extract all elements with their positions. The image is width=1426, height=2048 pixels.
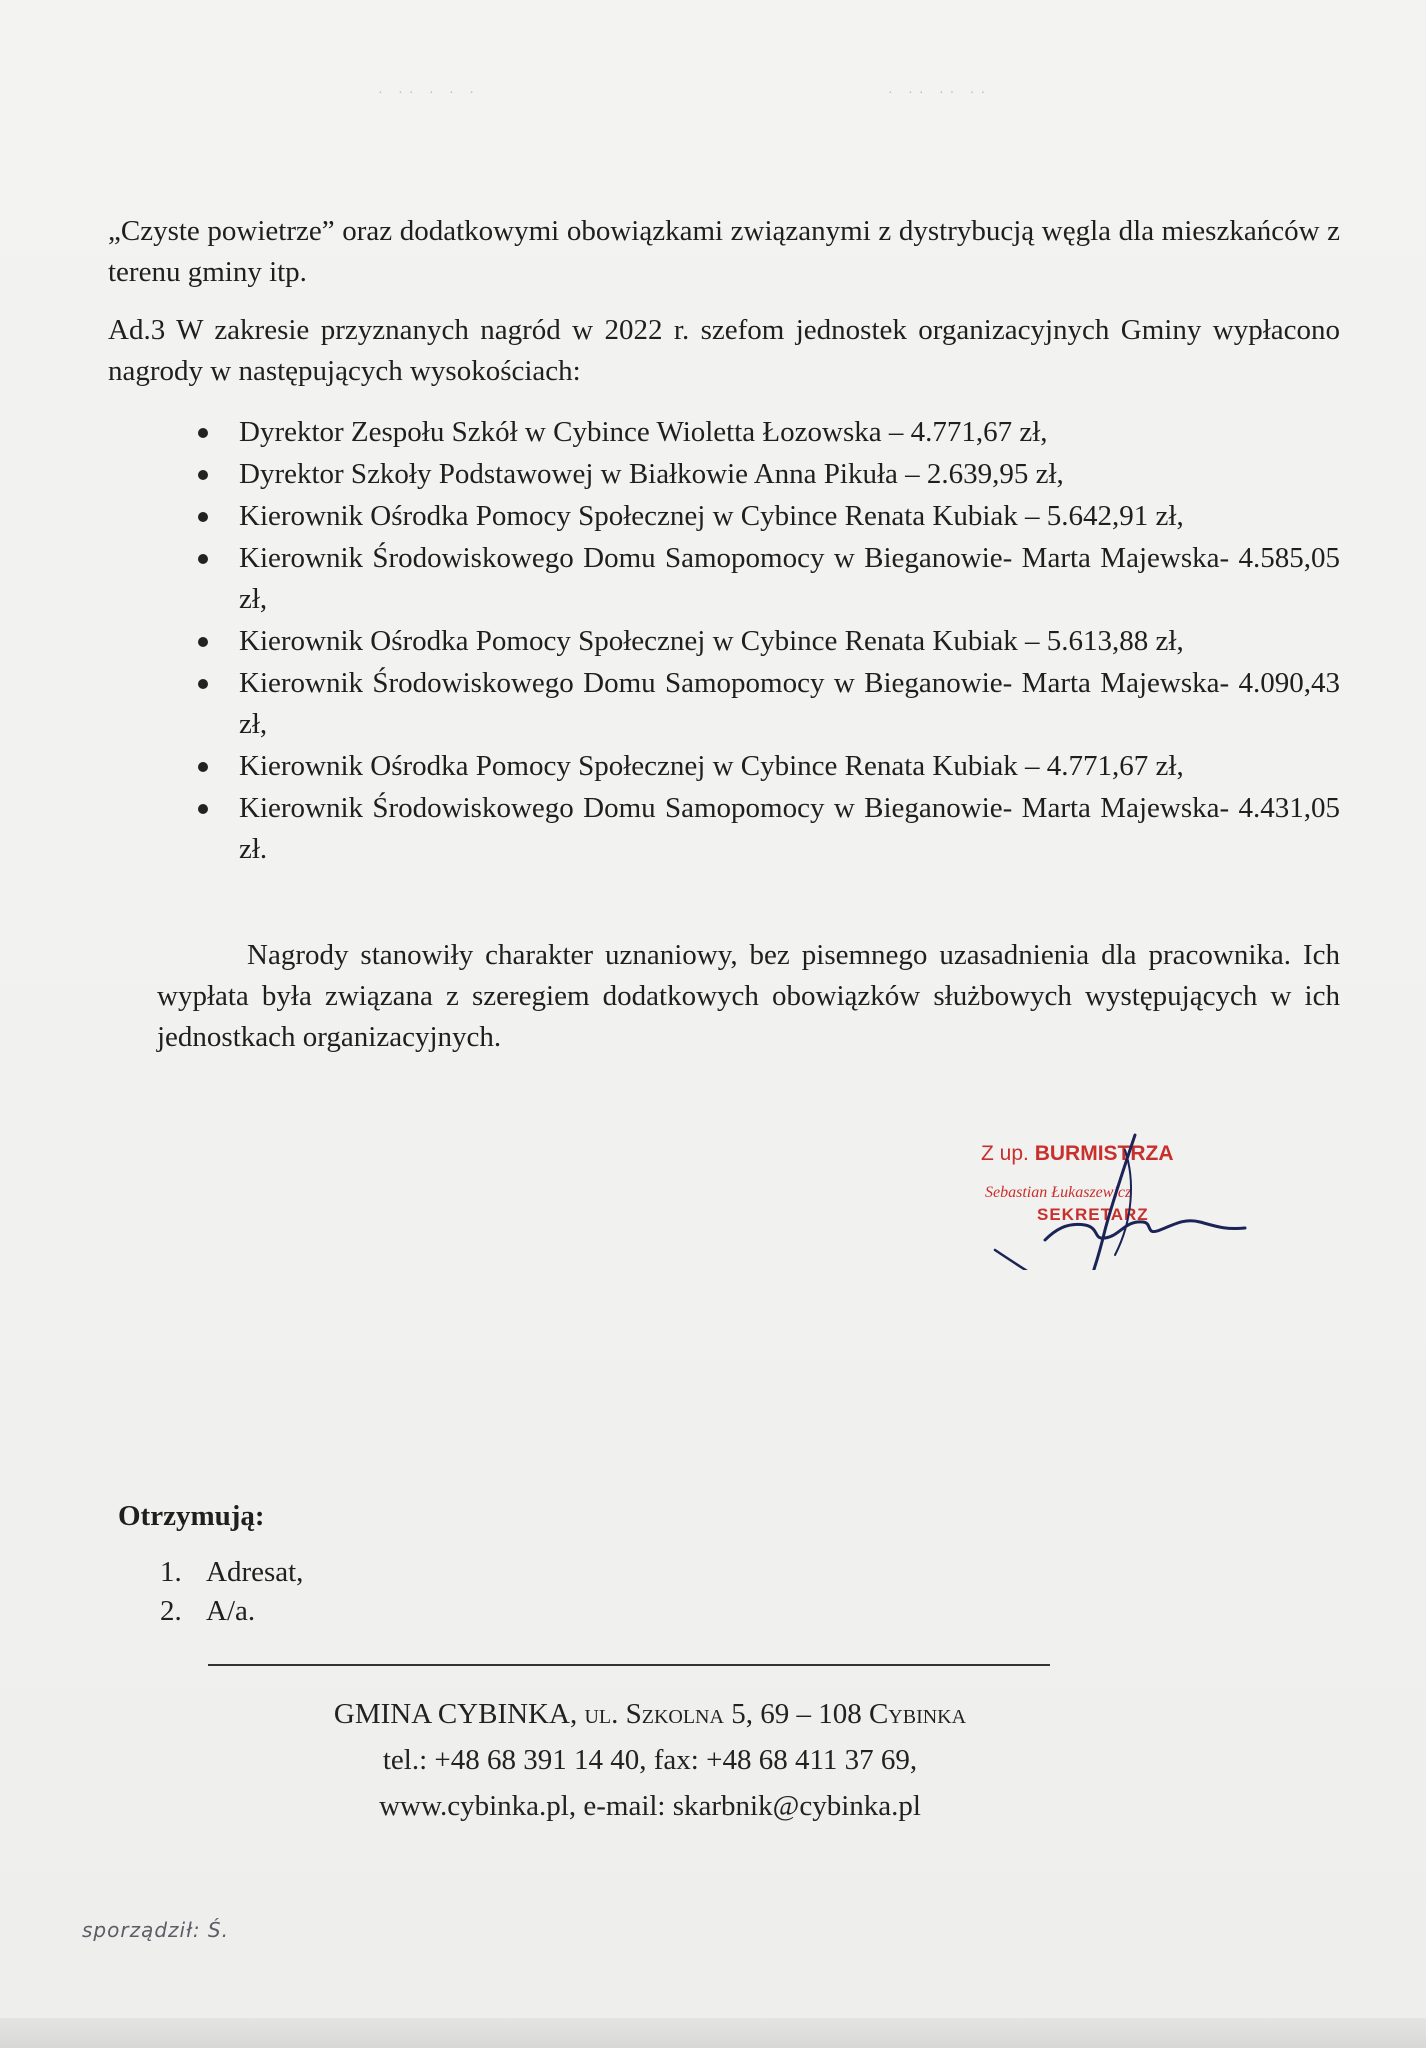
recipients-title: Otrzymują: [118, 1500, 265, 1532]
awards-list [196, 412, 1340, 871]
footer-divider [208, 1664, 1050, 1666]
list-item: Kierownik Ośrodka Pomocy Społecznej w Cybince Renata Kubiak – 4.771,67 zł, [196, 746, 1340, 787]
list-item: Dyrektor Szkoły Podstawowej w Białkowie Anna Pikuła – 2.639,95 zł, [196, 454, 1340, 495]
closing-paragraph: Nagrody stanowiły charakter uznaniowy, bez pisemnego uzasadnienia dla pracownika. Ich wypłata była związana z szeregiem dodatkowych obowiązków służbowych występujących w ich jednostkach organizacyjnych. [157, 939, 1340, 1053]
stamp-role: SEKRETARZ [1037, 1205, 1149, 1224]
handwritten-note: sporządził: Ś. [82, 1918, 229, 1942]
list-item: Kierownik Ośrodka Pomocy Społecznej w Cybince Renata Kubiak – 5.642,91 zł, [196, 496, 1340, 537]
bullet-icon [198, 762, 208, 772]
bullet-icon [198, 554, 208, 564]
scan-artifact: · ·· ·· ·· [888, 86, 992, 101]
recipients-list [160, 1553, 303, 1631]
bullet-icon [198, 428, 208, 438]
list-item: 1. Adresat, [160, 1556, 304, 1588]
bullet-icon [198, 470, 208, 480]
list-item: Kierownik Środowiskowego Domu Samopomocy w Bieganowie- Marta Majewska- 4.431,05 zł. [196, 788, 1340, 870]
stamp-name: Sebastian Łukaszewicz [985, 1184, 1132, 1201]
list-item: Kierownik Ośrodka Pomocy Społecznej w Cybince Renata Kubiak – 5.613,88 zł, [196, 621, 1340, 662]
list-item: Kierownik Środowiskowego Domu Samopomocy w Bieganowie- Marta Majewska- 4.585,05 zł, [196, 538, 1340, 620]
list-item: 2. A/a. [160, 1595, 256, 1627]
bullet-icon [198, 804, 208, 814]
intro-paragraph: „Czyste powietrze” oraz dodatkowymi obowiązkami związanymi z dystrybucją węgla dla mieszkańców z terenu gminy itp. [108, 215, 1340, 288]
bullet-icon [198, 679, 208, 689]
footer-contact: tel.: +48 68 391 14 40, fax: +48 68 411 37 69, [382, 1744, 918, 1776]
scan-edge [0, 2018, 1426, 2048]
scan-artifact: · ·· · · · [378, 86, 480, 101]
signature-icon [975, 1090, 1255, 1270]
footer-address: GMINA CYBINKA, ul. Szkolna 5, 69 – 108 Cybinka [333, 1698, 967, 1730]
list-item: Dyrektor Zespołu Szkół w Cybince Wioletta Łozowska – 4.771,67 zł, [196, 412, 1340, 453]
footer-web: www.cybinka.pl, e-mail: skarbnik@cybinka.pl [379, 1790, 921, 1822]
list-item: Kierownik Środowiskowego Domu Samopomocy w Bieganowie- Marta Majewska- 4.090,43 zł, [196, 663, 1340, 745]
official-stamp [975, 1135, 1235, 1255]
bullet-icon [198, 637, 208, 647]
stamp-title: Z up. BURMISTRZA [981, 1142, 1174, 1165]
bullet-icon [198, 512, 208, 522]
ad3-paragraph: Ad.3 W zakresie przyznanych nagród w 2022 r. szefom jednostek organizacyjnych Gminy wypłacono nagrody w następujących wysokościach: [108, 314, 1340, 387]
